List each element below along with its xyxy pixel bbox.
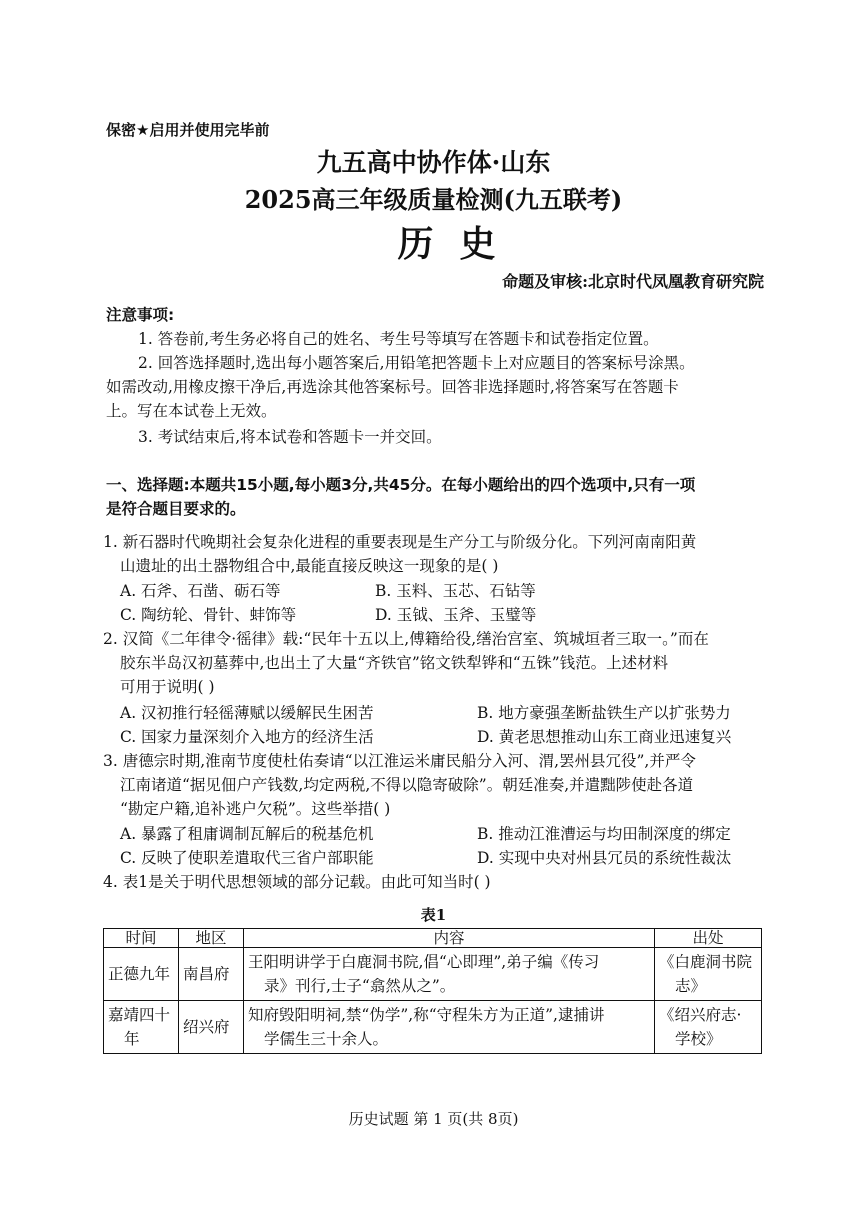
table-cell-text: 学校》 bbox=[675, 1030, 722, 1048]
exam-organizer-title: 九五高中协作体·山东 bbox=[316, 148, 551, 177]
table-cell-text: 录》刊行,士子“翕然从之”。 bbox=[264, 977, 456, 995]
table-cell-text: 《绍兴府志· bbox=[659, 1006, 742, 1024]
question-1-option-a: A. 石斧、石凿、砺石等 bbox=[120, 582, 281, 600]
table-row bbox=[104, 948, 762, 1001]
table-header-cell: 出处 bbox=[655, 929, 762, 948]
table-header-cell: 内容 bbox=[244, 929, 655, 948]
question-3-stem-line-2: 江南诸道“据见佃户产钱数,均定两税,不得以隐寄破除”。朝廷准奏,并遣黜陟使赴各道 bbox=[120, 776, 694, 794]
question-3-option-a: A. 暴露了租庸调制瓦解后的税基危机 bbox=[120, 825, 374, 843]
notice-item-2-line-2: 如需改动,用橡皮擦干净后,再选涂其他答案标号。回答非选择题时,将答案写在答题卡 bbox=[106, 378, 679, 396]
table-row bbox=[104, 1001, 762, 1054]
table-cell-text: 正德九年 bbox=[108, 965, 171, 983]
table-cell-content bbox=[244, 1001, 655, 1054]
question-2-stem-line-1: 2. 汉简《二年律令·徭律》载:“民年十五以上,傅籍给役,缮治宫室、筑城垣者三取一。”而在 bbox=[103, 630, 709, 648]
table-cell-time bbox=[104, 1001, 179, 1054]
section-heading-line-1: 一、选择题:本题共15小题,每小题3分,共45分。在每小题给出的四个选项中,只有一项 bbox=[106, 476, 696, 494]
table-cell-text: 《白鹿洞书院 bbox=[659, 953, 753, 971]
table-cell-text: 嘉靖四十 bbox=[108, 1006, 171, 1024]
question-2-option-d: D. 黄老思想推动山东工商业迅速复兴 bbox=[477, 728, 732, 746]
table-cell-source bbox=[655, 1001, 762, 1054]
question-4-stem: 4. 表1是关于明代思想领域的部分记载。由此可知当时( ) bbox=[103, 873, 491, 891]
question-1-stem-line-2: 山遗址的出土器物组合中,最能直接反映这一现象的是( ) bbox=[120, 557, 499, 575]
table-cell-text: 年 bbox=[124, 1030, 140, 1048]
table-cell-text: 知府毁阳明祠,禁“伪学”,称“守程朱方为正道”,逮捕讲 bbox=[248, 1006, 605, 1024]
table-header-row bbox=[104, 929, 762, 948]
table-cell-text: 王阳明讲学于白鹿洞书院,倡“心即理”,弟子编《传习 bbox=[248, 953, 600, 971]
section-heading-line-2: 是符合题目要求的。 bbox=[106, 500, 246, 518]
table-header-cell: 时间 bbox=[104, 929, 179, 948]
table-cell-region: 南昌府 bbox=[179, 948, 244, 1001]
notice-item-2-line-3: 上。写在本试卷上无效。 bbox=[106, 402, 277, 420]
notice-heading: 注意事项: bbox=[106, 306, 175, 324]
question-3-option-b: B. 推动江淮漕运与均田制深度的绑定 bbox=[477, 825, 731, 843]
question-2-option-c: C. 国家力量深刻介入地方的经济生活 bbox=[120, 728, 374, 746]
subject-title: 历史 bbox=[397, 223, 522, 265]
question-2-option-b: B. 地方豪强垄断盐铁生产以扩张势力 bbox=[477, 704, 731, 722]
notice-item-1: 1. 答卷前,考生务必将自己的姓名、考生号等填写在答题卡和试卷指定位置。 bbox=[138, 330, 659, 348]
question-1-stem-line-1: 1. 新石器时代晚期社会复杂化进程的重要表现是生产分工与阶级分化。下列河南南阳黄 bbox=[103, 533, 697, 551]
notice-item-3: 3. 考试结束后,将本试卷和答题卡一并交回。 bbox=[138, 428, 442, 446]
question-1-option-b: B. 玉料、玉芯、石钻等 bbox=[375, 582, 536, 600]
question-2-stem-line-2: 胶东半岛汉初墓葬中,也出土了大量“齐铁官”铭文铁犁铧和“五铢”钱范。上述材料 bbox=[120, 654, 669, 672]
question-3-option-d: D. 实现中央对州县冗员的系统性裁汰 bbox=[477, 849, 732, 867]
page-footer: 历史试题 第 1 页(共 8页) bbox=[348, 1110, 519, 1128]
table-cell-source bbox=[655, 948, 762, 1001]
question-3-stem-line-1: 3. 唐德宗时期,淮南节度使杜佑奏请“以江淮运米庸民船分入河、渭,罢州县冗役”,并严令 bbox=[103, 752, 696, 770]
history-records-table bbox=[103, 928, 762, 1054]
table-cell-text: 志》 bbox=[675, 977, 707, 995]
table-cell-time bbox=[104, 948, 179, 1001]
question-1-option-d: D. 玉钺、玉斧、玉璧等 bbox=[375, 606, 537, 624]
question-2-stem-line-3: 可用于说明( ) bbox=[120, 678, 215, 696]
table-cell-region: 绍兴府 bbox=[179, 1001, 244, 1054]
question-3-option-c: C. 反映了使职差遣取代三省户部职能 bbox=[120, 849, 374, 867]
question-1-option-c: C. 陶纺轮、骨针、蚌饰等 bbox=[120, 606, 297, 624]
table-cell-content bbox=[244, 948, 655, 1001]
author-line: 命题及审核:北京时代凤凰教育研究院 bbox=[502, 272, 764, 291]
table-header-cell: 地区 bbox=[179, 929, 244, 948]
notice-item-2-line-1: 2. 回答选择题时,选出每小题答案后,用铅笔把答题卡上对应题目的答案标号涂黑。 bbox=[138, 354, 695, 372]
confidential-label: 保密★启用并使用完毕前 bbox=[106, 121, 270, 139]
table-cell-text: 学儒生三十余人。 bbox=[264, 1030, 389, 1048]
table-caption: 表1 bbox=[420, 906, 447, 924]
question-3-stem-line-3: “勘定户籍,追补逃户欠税”。这些举措( ) bbox=[120, 800, 391, 818]
exam-name-title: 2025高三年级质量检测(九五联考) bbox=[244, 185, 623, 214]
question-2-option-a: A. 汉初推行轻徭薄赋以缓解民生困苦 bbox=[120, 704, 374, 722]
